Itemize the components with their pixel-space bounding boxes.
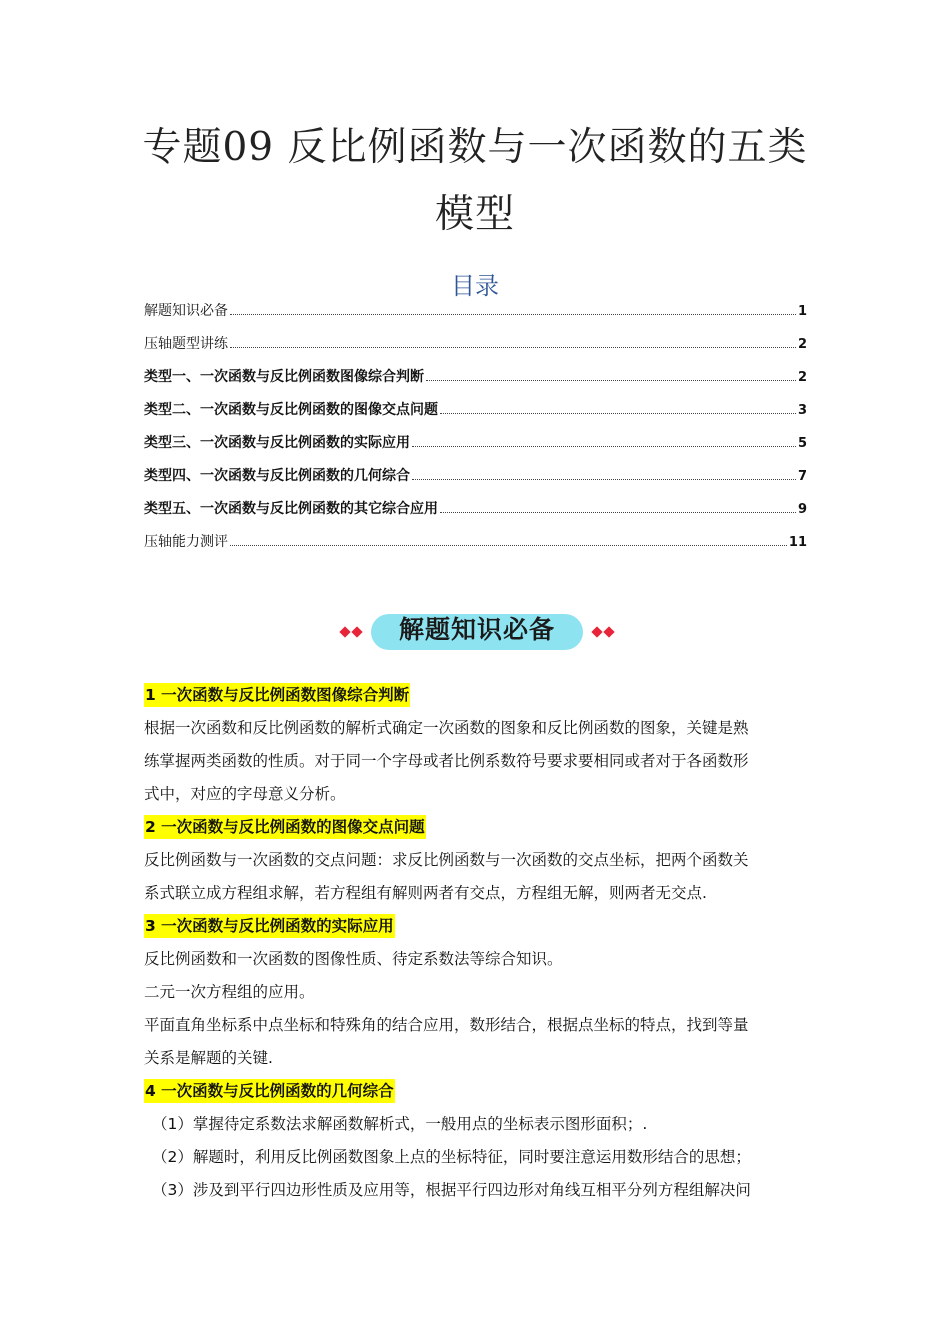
list-item: （3）涉及到平行四边形性质及应用等，根据平行四边形对角线互相平分列方程组解决问 <box>152 1181 751 1199</box>
toc-leader-dots <box>426 379 796 381</box>
toc-entry-text: 压轴能力测评 <box>144 534 228 550</box>
toc-entry-type5[interactable] <box>144 496 807 529</box>
section-heading-1: 1 一次函数与反比例函数图像综合判断 <box>144 683 410 707</box>
toc-entry-text: 类型一、一次函数与反比例函数图像综合判断 <box>144 369 424 385</box>
toc-entry-type3[interactable] <box>144 430 807 463</box>
list-item: （2）解题时，利用反比例函数图象上点的坐标特征，同时要注意运用数形结合的思想； <box>152 1148 751 1166</box>
paragraph-line: 反比例函数与一次函数的交点问题：求反比例函数与一次函数的交点坐标，把两个函数关 <box>144 851 749 869</box>
toc-leader-dots <box>440 511 796 513</box>
section-heading-2: 2 一次函数与反比例函数的图像交点问题 <box>144 815 426 839</box>
diamond-icon <box>603 626 614 637</box>
paragraph-line: 式中，对应的字母意义分析。 <box>144 785 346 803</box>
toc-leader-dots <box>412 478 796 480</box>
toc-entry-text: 类型三、一次函数与反比例函数的实际应用 <box>144 435 410 451</box>
toc-entry-text: 类型五、一次函数与反比例函数的其它综合应用 <box>144 501 438 517</box>
toc-entry-page: 1 <box>797 304 807 319</box>
toc-entry-page: 9 <box>797 502 807 517</box>
document-title-line1: 专题09 反比例函数与一次函数的五类 <box>142 125 808 170</box>
diamond-icon <box>339 626 350 637</box>
toc-entry-practice[interactable] <box>144 331 807 364</box>
toc-leader-dots <box>230 313 796 315</box>
table-of-contents <box>144 298 807 562</box>
toc-entry-type1[interactable] <box>144 364 807 397</box>
toc-entry-text: 解题知识必备 <box>144 303 228 319</box>
toc-entry-page: 5 <box>797 436 807 451</box>
paragraph-line: 平面直角坐标系中点坐标和特殊角的结合应用，数形结合，根据点坐标的特点，找到等量 <box>144 1016 749 1034</box>
section-heading-4: 4 一次函数与反比例函数的几何综合 <box>144 1079 395 1103</box>
list-item: （1）掌握待定系数法求解函数解析式，一般用点的坐标表示图形面积；. <box>152 1115 648 1133</box>
paragraph-line: 关系是解题的关键. <box>144 1049 273 1067</box>
toc-entry-assessment[interactable] <box>144 529 807 562</box>
paragraph-line: 系式联立成方程组求解，若方程组有解则两者有交点，方程组无解，则两者无交点. <box>144 884 707 902</box>
paragraph-line: 根据一次函数和反比例函数的解析式确定一次函数的图象和反比例函数的图象，关键是熟 <box>144 719 749 737</box>
toc-leader-dots <box>230 346 796 348</box>
knowledge-content <box>144 679 804 1207</box>
paragraph-line: 二元一次方程组的应用。 <box>144 983 315 1001</box>
toc-entry-page: 2 <box>797 337 807 352</box>
toc-entry-page: 3 <box>797 403 807 418</box>
toc-entry-text: 类型四、一次函数与反比例函数的几何综合 <box>144 468 410 484</box>
diamond-icon <box>591 626 602 637</box>
toc-entry-text: 类型二、一次函数与反比例函数的图像交点问题 <box>144 402 438 418</box>
toc-entry-page: 2 <box>797 370 807 385</box>
paragraph-line: 反比例函数和一次函数的图像性质、待定系数法等综合知识。 <box>144 950 563 968</box>
toc-leader-dots <box>412 445 796 447</box>
toc-leader-dots <box>440 412 796 414</box>
toc-entry-page: 7 <box>797 469 807 484</box>
section-banner <box>337 612 617 652</box>
toc-heading: 目录 <box>451 272 499 300</box>
section-heading-3: 3 一次函数与反比例函数的实际应用 <box>144 914 395 938</box>
toc-entry-text: 压轴题型讲练 <box>144 336 228 352</box>
toc-entry-type4[interactable] <box>144 463 807 496</box>
toc-entry-type2[interactable] <box>144 397 807 430</box>
toc-leader-dots <box>230 544 787 546</box>
diamond-icon <box>351 626 362 637</box>
document-title-line2: 模型 <box>434 192 515 237</box>
banner-title: 解题知识必备 <box>398 615 555 644</box>
toc-entry-page: 11 <box>788 535 807 550</box>
toc-entry-knowledge[interactable] <box>144 298 807 331</box>
paragraph-line: 练掌握两类函数的性质。对于同一个字母或者比例系数符号要求要相同或者对于各函数形 <box>144 752 749 770</box>
